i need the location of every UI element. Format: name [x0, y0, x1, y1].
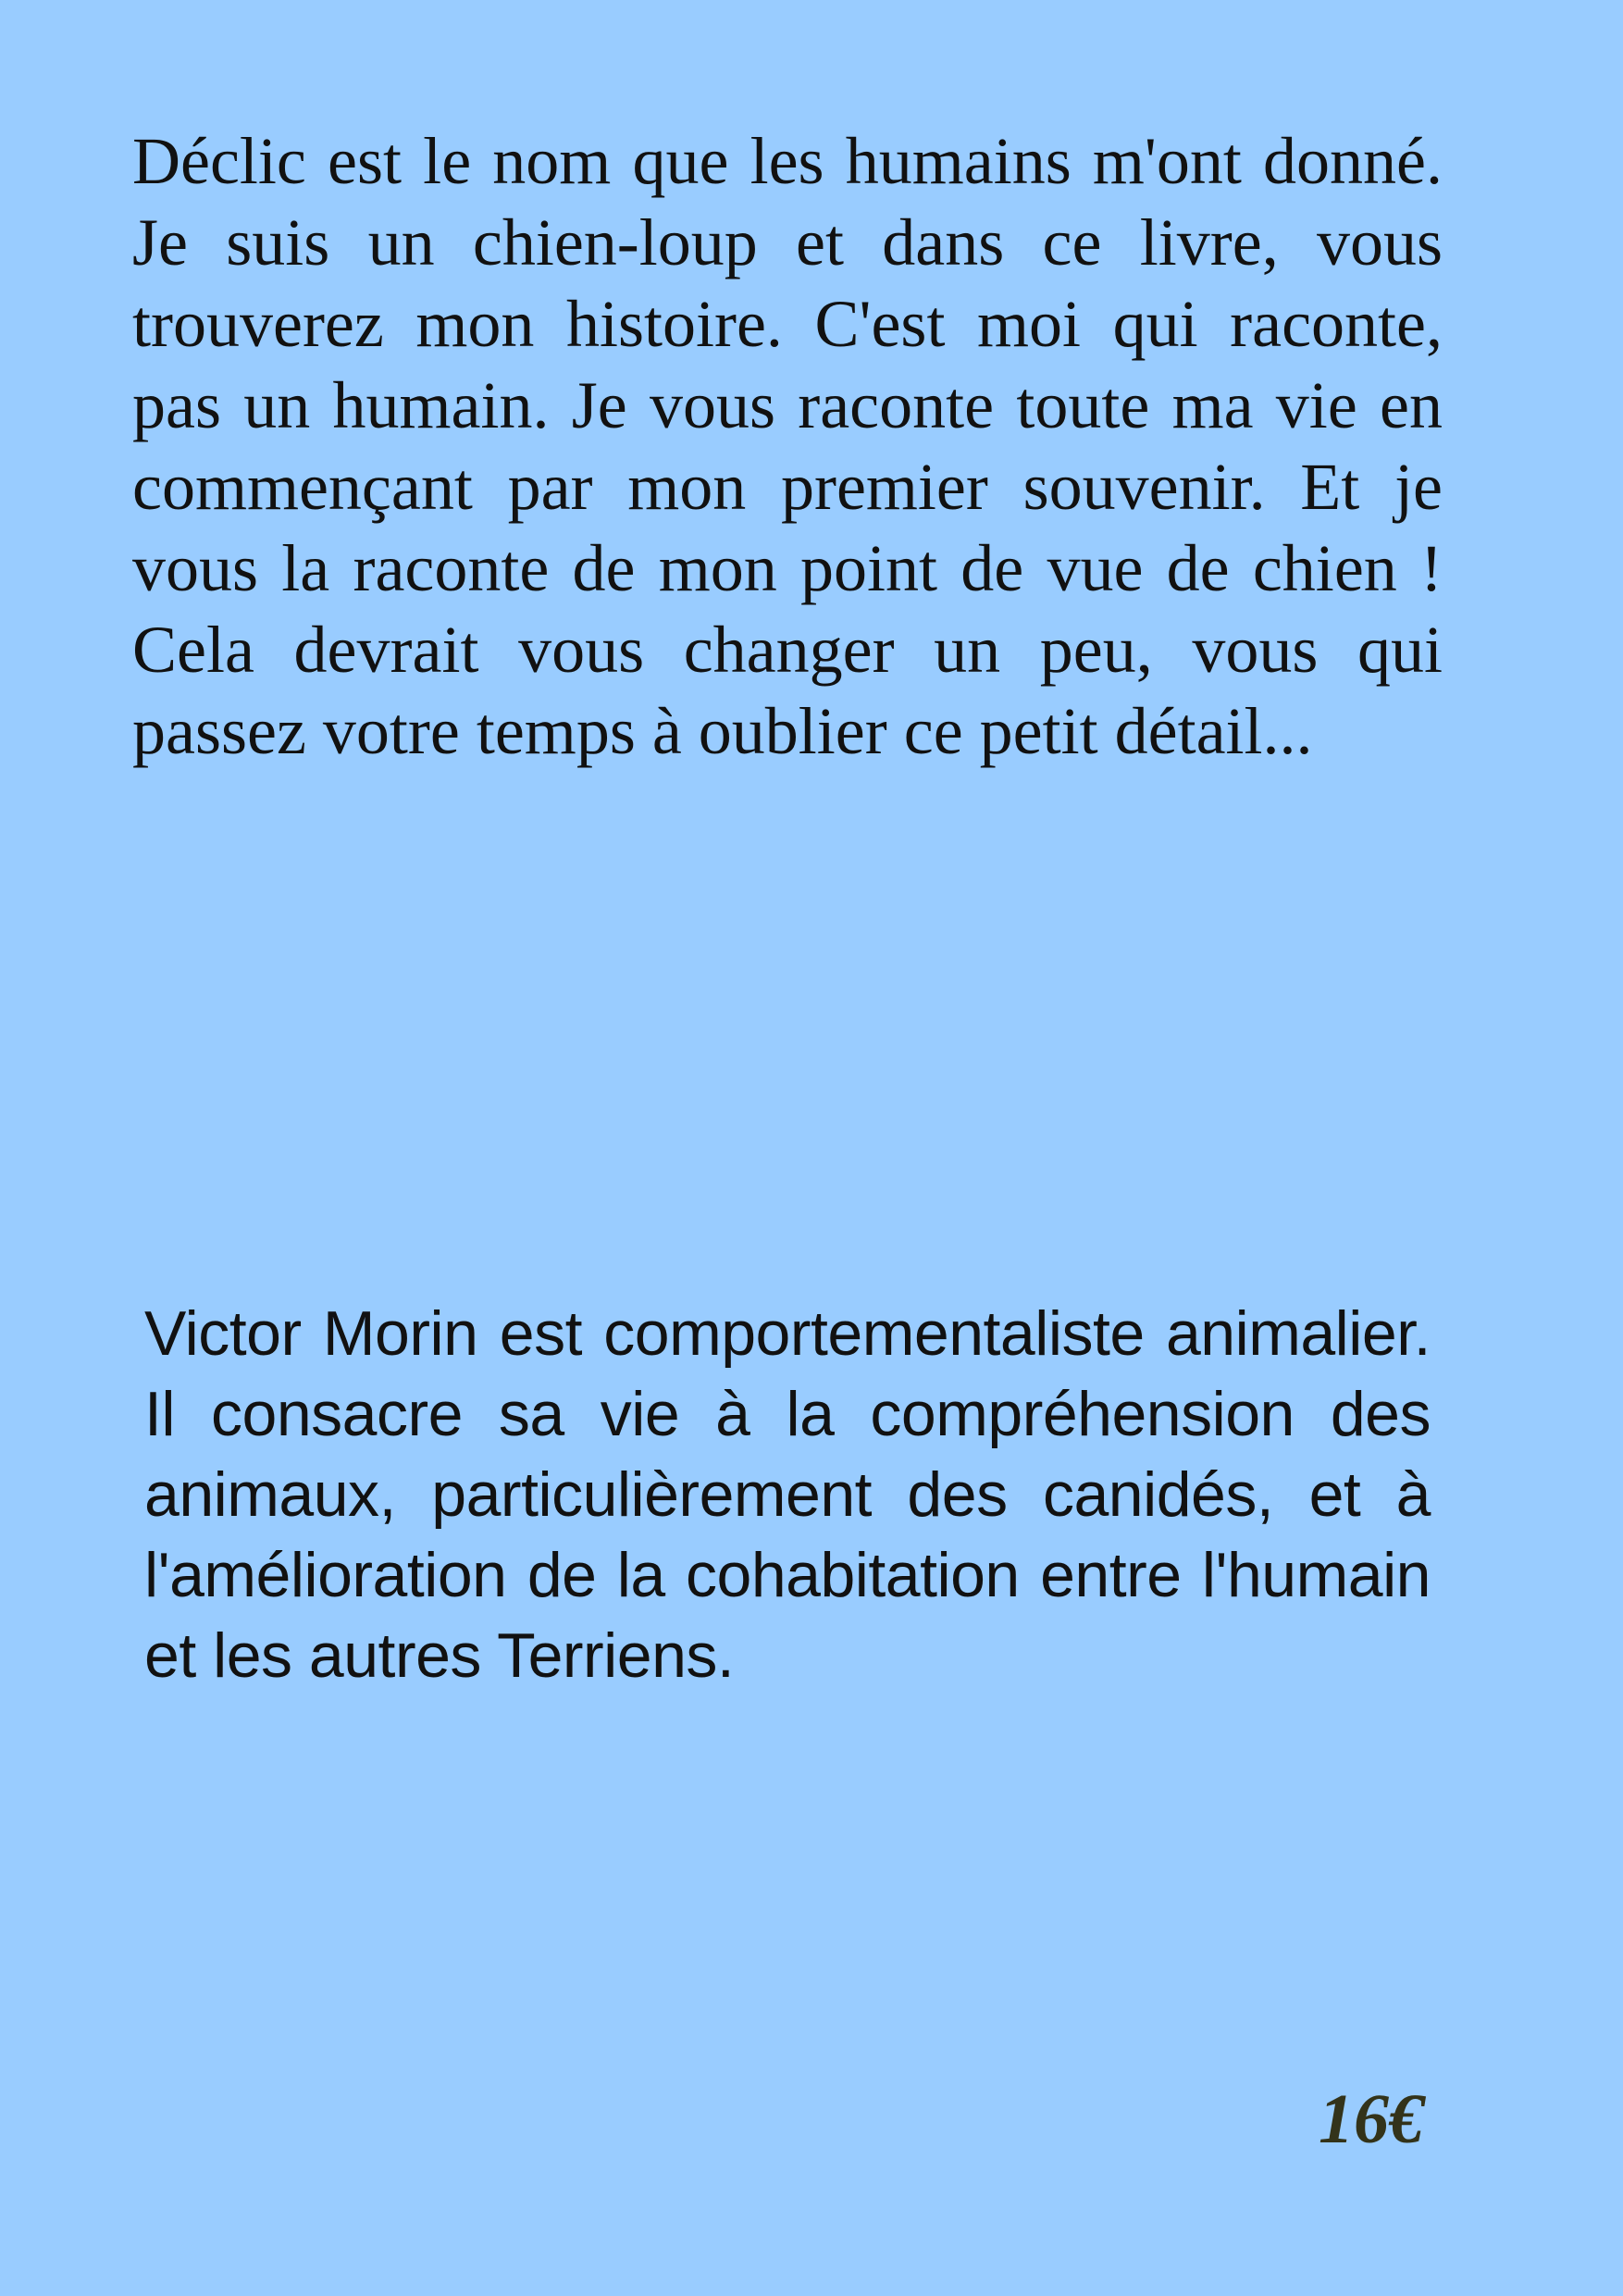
- author-bio: Victor Morin est comportementaliste animalier. Il consacre sa vie à la compréhension des animaux, particulièrement des canidés, et à l'amélioration de la cohabitation entre l'humain et les autres Terriens.: [144, 1298, 1431, 1691]
- book-blurb: Déclic est le nom que les humains m'ont donné. Je suis un chien-loup et dans ce livre, vous trouverez mon histoire. C'est moi qui raconte, pas un humain. Je vous raconte toute ma vie en commençant par mon premier souvenir. Et je vous la raconte de mon point de vue de chien ! Cela devrait vous changer un peu, vous qui passez votre temps à oublier ce petit détail...: [132, 124, 1443, 768]
- price-label: 16€: [1319, 2080, 1424, 2158]
